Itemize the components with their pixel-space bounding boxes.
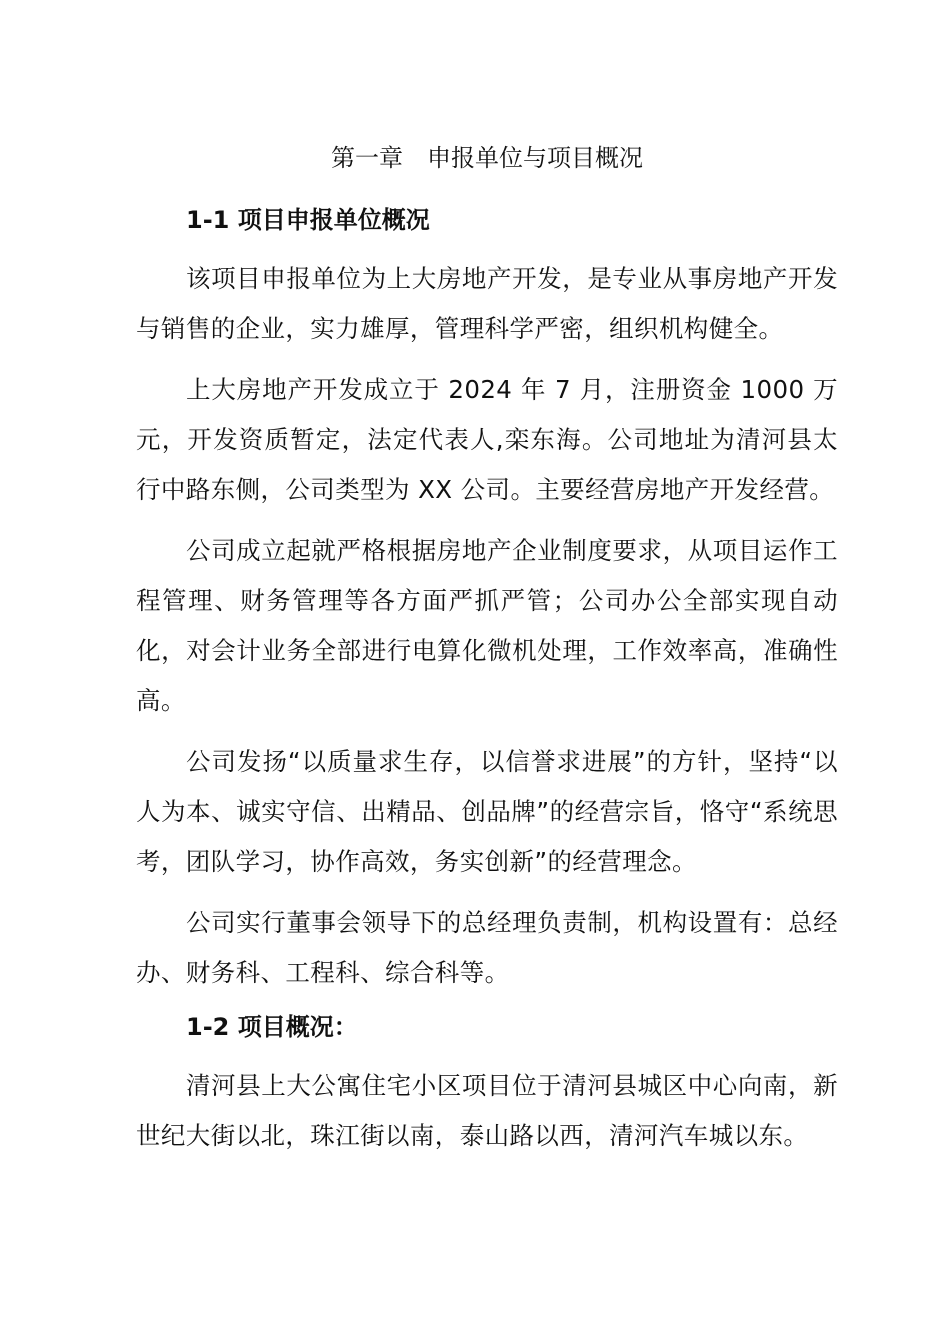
paragraph: 该项目申报单位为上大房地产开发，是专业从事房地产开发与销售的企业，实力雄厚，管理科学严密，组织机构健全。 [136,264,838,343]
section-1-1 [136,202,838,998]
paragraph: 清河县上大公寓住宅小区项目位于清河县城区中心向南，新世纪大街以北，珠江街以南，泰山路以西，清河汽车城以东。 [136,1071,838,1150]
section-1-2 [136,1009,838,1161]
document-page [136,140,838,1172]
paragraph: 公司成立起就严格根据房地产企业制度要求，从项目运作工程管理、财务管理等各方面严抓严管；公司办公全部实现自动化，对会计业务全部进行电算化微机处理，工作效率高，准确性高。 [136,536,838,715]
chapter-title: 第一章 申报单位与项目概况 [331,144,643,172]
section-heading: 1-1 项目申报单位概况 [186,206,430,234]
paragraph: 公司实行董事会领导下的总经理负责制，机构设置有：总经办、财务科、工程科、综合科等。 [136,908,838,987]
section-heading: 1-2 项目概况： [186,1013,358,1041]
paragraph: 公司发扬“以质量求生存，以信誉求进展”的方针，坚持“以人为本、诚实守信、出精品、创品牌”的经营宗旨，恪守“系统思考，团队学习，协作高效，务实创新”的经营理念。 [136,747,838,876]
paragraph: 上大房地产开发成立于 2024 年 7 月，注册资金 1000 万元，开发资质暂定，法定代表人,栾东海。公司地址为清河县太行中路东侧，公司类型为 XX 公司。主要经营房地产开发经营。 [136,375,838,504]
